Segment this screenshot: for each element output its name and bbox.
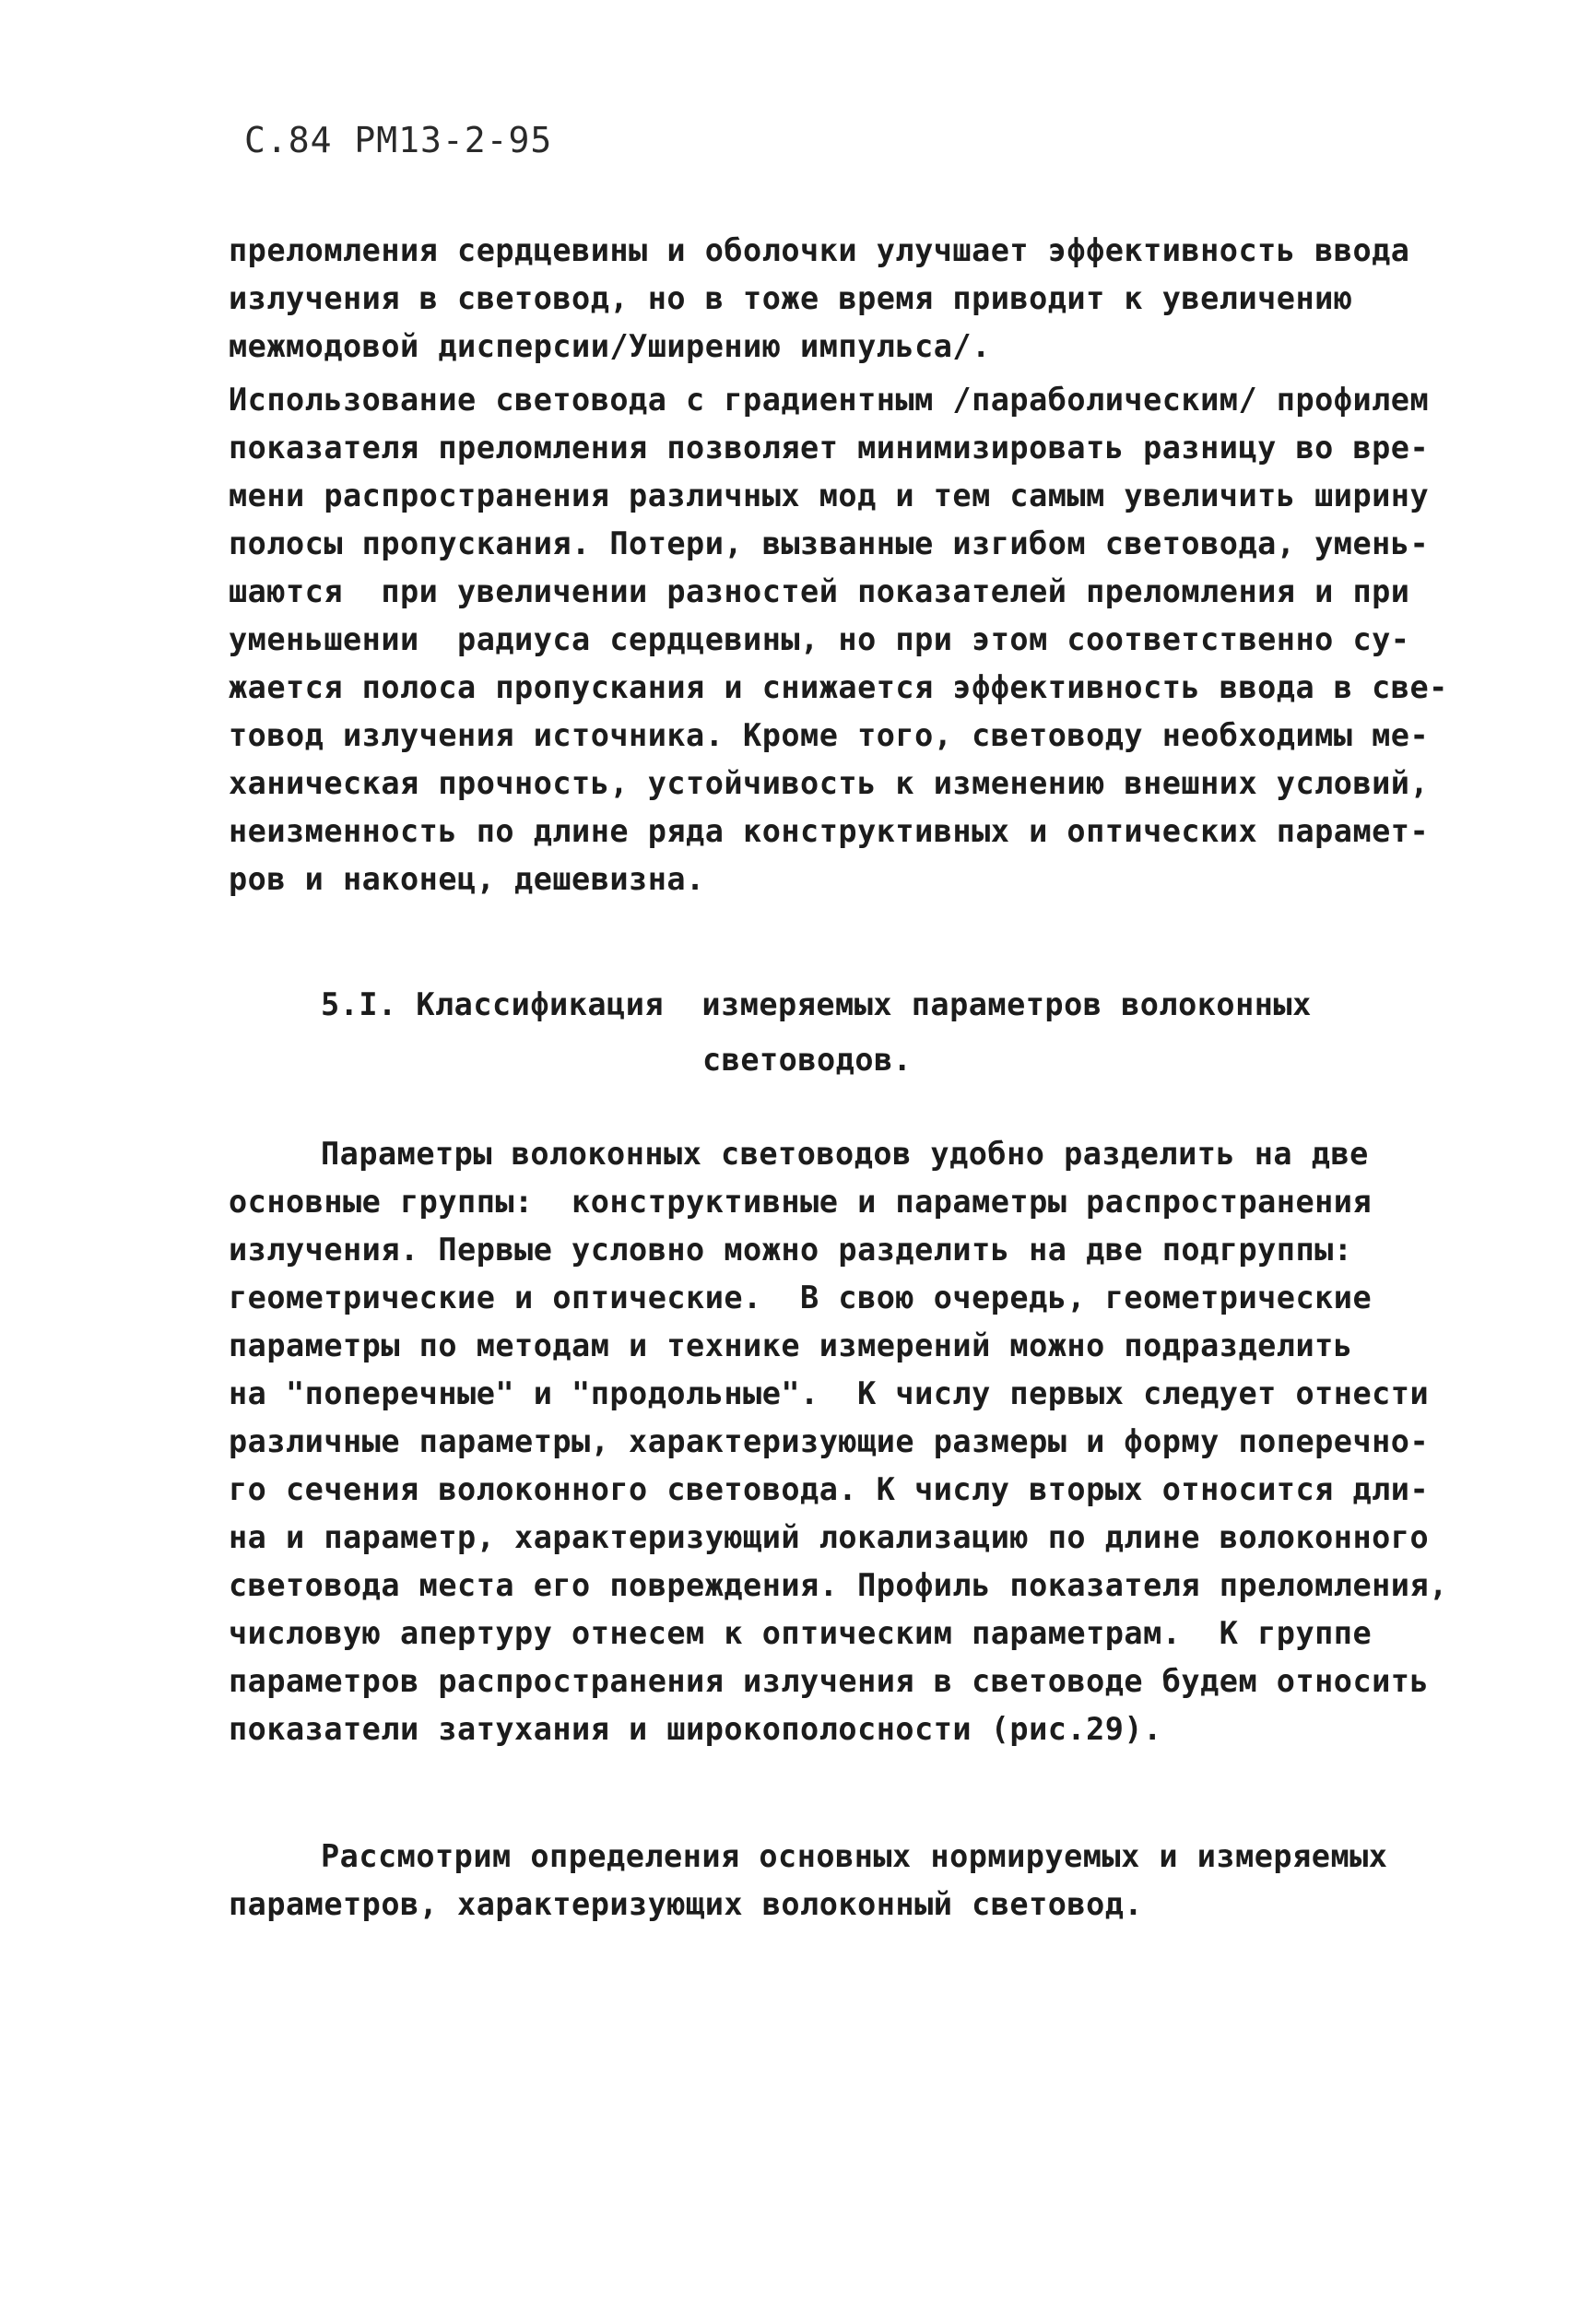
text-line: жается полоса пропускания и снижается эффективность ввода в све-: [229, 669, 1448, 705]
text-line: товод излучения источника. Кроме того, световоду необходимы ме-: [229, 717, 1430, 753]
paragraph-consider-definitions: [229, 1833, 1482, 1929]
text-line: Параметры волоконных световодов удобно разделить на две: [321, 1136, 1369, 1172]
text-line: межмодовой дисперсии/Уширению импульса/.: [229, 328, 991, 364]
text-line: шаются при увеличении разностей показателей преломления и при: [229, 573, 1410, 609]
text-line: показатели затухания и широкополосности (рис.29).: [229, 1711, 1162, 1747]
text-line: Использование световода с градиентным /параболическим/ профилем: [229, 382, 1430, 418]
heading-line: 5.I. Классификация измеряемых параметров волоконных: [321, 986, 1312, 1022]
text-line: излучения. Первые условно можно разделить на две подгруппы:: [229, 1232, 1353, 1268]
section-heading: [229, 977, 1482, 1088]
text-line: го сечения волоконного световода. К числу вторых относится дли-: [229, 1471, 1430, 1507]
page-header: С.84 РМ13-2-95: [244, 120, 553, 160]
paragraph-continued: [229, 227, 1482, 371]
text-line: параметров, характеризующих волоконный световод.: [229, 1886, 1144, 1922]
text-line: показателя преломления позволяет минимизировать разницу во вре-: [229, 430, 1430, 466]
paragraph-parameter-groups: [229, 1130, 1482, 1753]
text-line: Рассмотрим определения основных нормируемых и измеряемых: [321, 1838, 1388, 1874]
text-line: геометрические и оптические. В свою очередь, геометрические: [229, 1280, 1373, 1315]
text-line: неизменность по длине ряда конструктивных и оптических парамет-: [229, 813, 1430, 849]
text-line: параметров распространения излучения в световоде будем относить: [229, 1663, 1430, 1699]
text-line: различные параметры, характеризующие размеры и форму поперечно-: [229, 1423, 1430, 1459]
text-line: на "поперечные" и "продольные". К числу первых следует отнести: [229, 1375, 1430, 1411]
text-line: световода места его повреждения. Профиль показателя преломления,: [229, 1567, 1448, 1603]
text-line: ров и наконец, дешевизна.: [229, 861, 705, 897]
text-line: основные группы: конструктивные и параметры распространения: [229, 1184, 1373, 1220]
text-line: излучения в световод, но в тоже время приводит к увеличению: [229, 280, 1353, 316]
text-line: параметры по методам и технике измерений можно подразделить: [229, 1327, 1353, 1363]
heading-line: световодов.: [702, 1042, 913, 1078]
text-line: уменьшении радиуса сердцевины, но при этом соответственно су-: [229, 621, 1410, 657]
text-line: полосы пропускания. Потери, вызванные изгибом световода, умень-: [229, 525, 1430, 561]
paragraph-gradient-fiber: [229, 376, 1482, 903]
text-line: числовую апертуру отнесем к оптическим параметрам. К группе: [229, 1615, 1373, 1651]
text-line: ханическая прочность, устойчивость к изменению внешних условий,: [229, 765, 1430, 801]
text-line: мени распространения различных мод и тем самым увеличить ширину: [229, 478, 1430, 513]
text-line: преломления сердцевины и оболочки улучшает эффективность ввода: [229, 232, 1410, 268]
text-line: на и параметр, характеризующий локализацию по длине волоконного: [229, 1519, 1430, 1555]
